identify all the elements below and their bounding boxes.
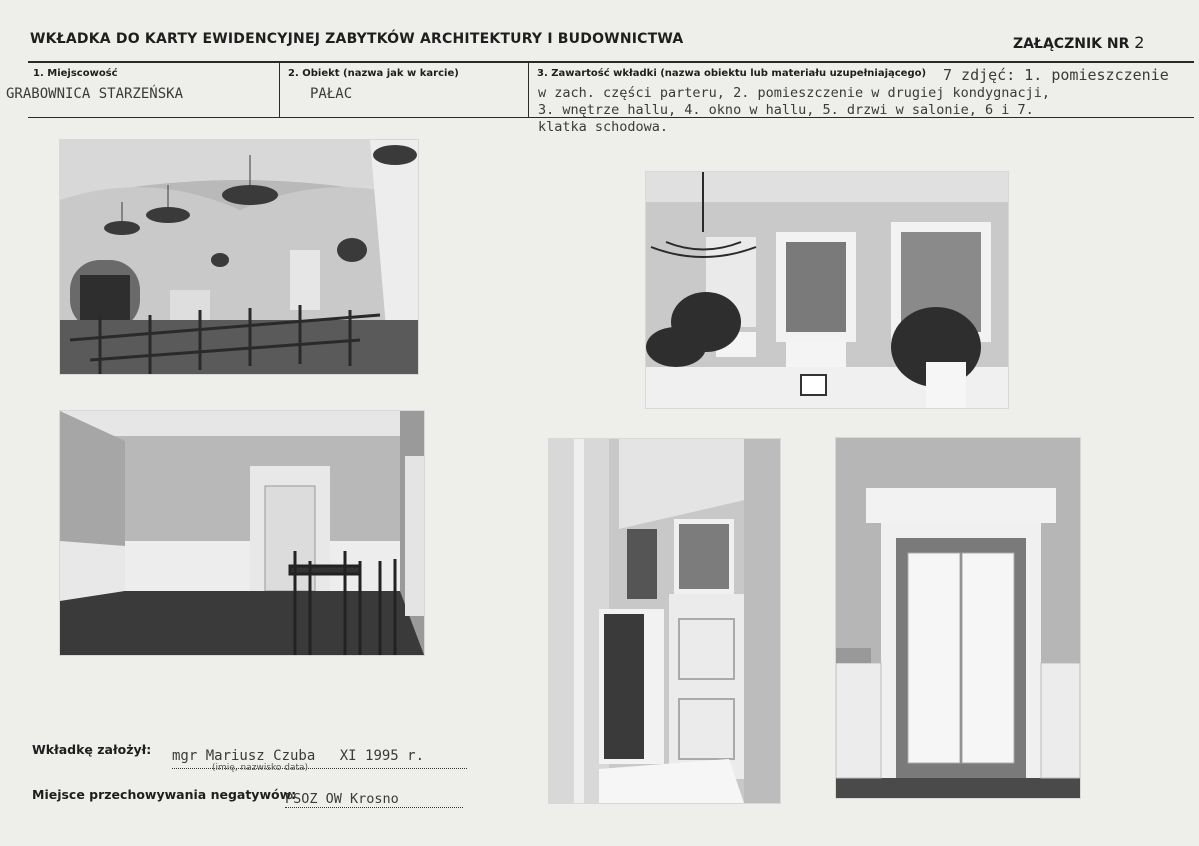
content-line-2: w zach. części parteru, 2. pomieszczenie w drugiej kondygnacji, bbox=[538, 85, 1051, 101]
locality-label: 1. Miejscowość bbox=[33, 68, 118, 79]
photo-window-hall-image bbox=[549, 439, 780, 803]
header-rule bbox=[28, 61, 1194, 63]
photo-room-windows bbox=[646, 172, 1008, 408]
storage-value: PSOZ OW Krosno bbox=[285, 791, 463, 808]
content-line-1: 7 zdjęć: 1. pomieszczenie bbox=[943, 66, 1169, 84]
photo-room-chandeliers-image bbox=[60, 140, 418, 374]
annex-label bbox=[1013, 33, 1144, 52]
photo-hall-interior-image bbox=[60, 411, 424, 655]
annex-label-text: ZAŁĄCZNIK NR bbox=[1013, 36, 1130, 52]
column-divider-1 bbox=[279, 62, 280, 118]
photo-hall-interior bbox=[60, 411, 424, 655]
object-value: PAŁAC bbox=[310, 86, 353, 102]
annex-number: 2 bbox=[1134, 33, 1145, 52]
storage-label: Miejsce przechowywania negatywów: bbox=[32, 787, 297, 802]
photo-room-windows-image bbox=[646, 172, 1008, 408]
photo-door-salon-image bbox=[836, 438, 1080, 798]
locality-value: GRABOWNICA STARZEŃSKA bbox=[6, 86, 184, 102]
photo-room-chandeliers bbox=[60, 140, 418, 374]
object-label: 2. Obiekt (nazwa jak w karcie) bbox=[288, 68, 459, 79]
photo-door-salon bbox=[836, 438, 1080, 798]
content-line-4: klatka schodowa. bbox=[538, 119, 669, 135]
author-label: Wkładkę założył: bbox=[32, 742, 152, 757]
author-hint: (imię, nazwisko data) bbox=[212, 763, 309, 773]
author-date: XI 1995 r. bbox=[339, 748, 425, 764]
content-line-3: 3. wnętrze hallu, 4. okno w hallu, 5. drzwi w salonie, 6 i 7. bbox=[538, 102, 1034, 118]
author-value: mgr Mariusz Czuba bbox=[172, 748, 316, 764]
column-divider-2 bbox=[528, 62, 529, 118]
document-title: WKŁADKA DO KARTY EWIDENCYJNEJ ZABYTKÓW ARCHITEKTURY I BUDOWNICTWA bbox=[30, 31, 684, 47]
content-label: 3. Zawartość wkładki (nazwa obiektu lub materiału uzupełniającego) bbox=[537, 68, 927, 79]
photo-window-hall bbox=[549, 439, 780, 803]
